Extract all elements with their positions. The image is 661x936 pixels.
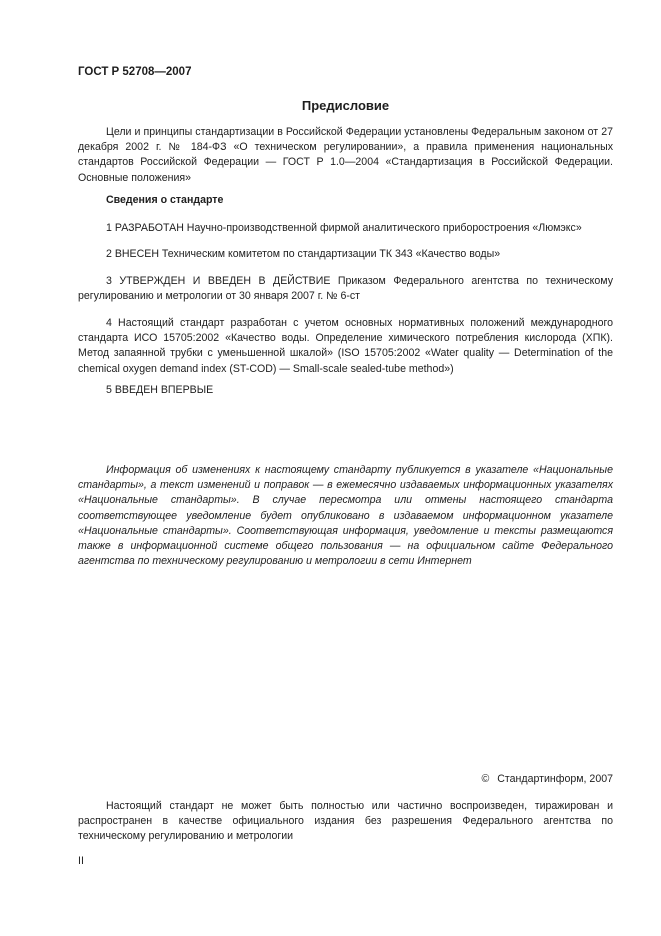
changes-notice: Информация об изменениях к настоящему стандарту публикуется в указателе «Национальные стандарты», а текст изменений и поправок — в ежемесячно издаваемых информационных указателях «Национальные стандарты». В случае пересмотра или отмены настоящего стандарта соответствующее уведомление будет опубликовано в издаваемом информационном указателе «Национальные стандарты». Соответствующая информация, уведомление и тексты размещаются также в информационной системе общего пользования — на официальном сайте Федерального агентства по техническому регулированию и метрологии в сети Интернет <box>78 464 613 568</box>
item-first-introduced: 5 ВВЕДЕН ВПЕРВЫЕ <box>106 384 214 396</box>
copyright-symbol: © <box>481 773 490 785</box>
standard-code-header: ГОСТ Р 52708—2007 <box>78 66 192 78</box>
item-introduced: 2 ВНЕСЕН Техническим комитетом по стандартизации ТК 343 «Качество воды» <box>106 248 501 260</box>
info-heading: Сведения о стандарте <box>106 194 224 206</box>
copyright-text: Стандартинформ, 2007 <box>497 773 613 785</box>
page-title: Предисловие <box>301 98 390 113</box>
copyright <box>481 773 613 785</box>
item-developed: 1 РАЗРАБОТАН Научно-производственной фирмой аналитического приборостроения «Люмэкс» <box>106 222 582 234</box>
item-basis: 4 Настоящий стандарт разработан с учетом основных нормативных положений международного стандарта ИСО 15705:2002 «Качество воды. Определение химического потребления кислорода (ХПК). Метод запаянной трубки с уменьшенной шкалой» (ISO 15705:2002 «Water quality — Determination of the chemical oxygen demand index (ST-COD) — Small-scale sealed-tube method») <box>78 317 613 375</box>
reproduction-notice: Настоящий стандарт не может быть полностью или частично воспроизведен, тиражирован и распространен в качестве официального издания без разрешения Федерального агентства по техническому регулированию и метрологии <box>78 800 613 843</box>
intro-paragraph: Цели и принципы стандартизации в Российской Федерации установлены Федеральным законом от 27 декабря 2002 г. № 184-ФЗ «О техническом регулировании», а правила применения национальных стандартов Российской Федерации — ГОСТ Р 1.0—2004 «Стандартизация в Российской Федерации. Основные положения» <box>78 126 613 184</box>
item-approved: 3 УТВЕРЖДЕН И ВВЕДЕН В ДЕЙСТВИЕ Приказом Федерального агентства по техническому регулированию и метрологии от 30 января 2007 г. № 6-ст <box>78 275 613 303</box>
page-number: II <box>78 855 84 867</box>
